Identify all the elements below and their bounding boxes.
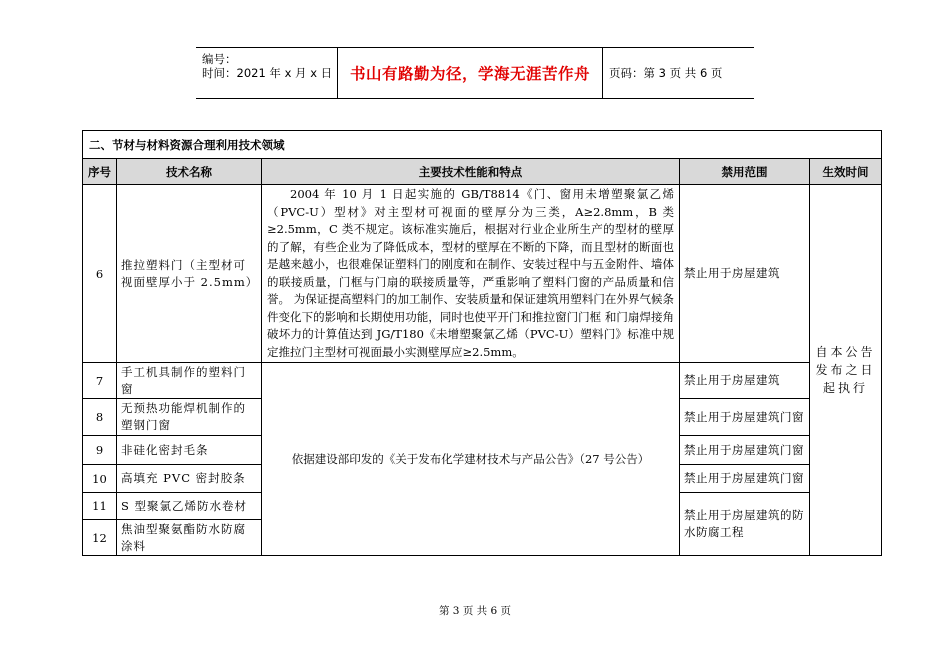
time-text: 时间：2021 年 x 月 x 日 — [202, 66, 333, 80]
row-number: 7 — [83, 363, 117, 399]
tech-name: 焦油型聚氨酯防水防腐涂料 — [117, 520, 262, 556]
header-slogan: 书山有路勤为径，学海无涯苦作舟 — [338, 48, 603, 98]
col-header-features: 主要技术性能和特点 — [262, 159, 680, 185]
ban-scope: 禁止用于房屋建筑门窗 — [680, 399, 810, 436]
header-page-code: 页码：第 3 页 共 6 页 — [609, 66, 723, 80]
col-header-name: 技术名称 — [117, 159, 262, 185]
row-number: 9 — [83, 436, 117, 465]
code-label: 编号： — [202, 52, 237, 66]
row-number: 11 — [83, 493, 117, 520]
tech-name: 非硅化密封毛条 — [117, 436, 262, 465]
ban-scope: 禁止用于房屋建筑门窗 — [680, 465, 810, 493]
col-header-no: 序号 — [83, 159, 117, 185]
tech-name: S 型聚氯乙烯防水卷材 — [117, 493, 262, 520]
ban-scope: 禁止用于房屋建筑 — [680, 363, 810, 399]
row-number: 10 — [83, 465, 117, 493]
shared-description: 依据建设部印发的《关于发布化学建材技术与产品公告》（27 号公告） — [262, 363, 680, 556]
tech-name: 手工机具制作的塑料门窗 — [117, 363, 262, 399]
ban-scope: 禁止用于房屋建筑门窗 — [680, 436, 810, 465]
row-number: 6 — [83, 185, 117, 363]
ban-scope: 禁止用于房屋建筑的防水防腐工程 — [680, 493, 810, 556]
tech-name: 推拉塑料门（主型材可视面壁厚小于 2.5mm） — [117, 185, 262, 363]
tech-name: 无预热功能焊机制作的塑钢门窗 — [117, 399, 262, 436]
tech-description: 2004 年 10 月 1 日起实施的 GB/T8814《门、窗用未增塑聚氯乙烯（PVC-U）型材》对主型材可视面的壁厚分为三类，A≥2.8mm，B 类≥2.5mm，C 类不规定。该标准实施后，根据对行业企业所生产的型材的壁厚的了解，有些企业为了降低成本，型材的壁厚在不断的下降，而且型材的断面也是越来越小，也很难保证塑料门的刚度和在制作、安装过程中与五金附件、墙体的联接质量，门框与门扇的联接质量等，严重影响了塑料门窗的产品质量和信誉。 为保证提高塑料门的加工制作、安装质量和保证建筑用塑料门在外界气候条件变化下的影响和长期使用功能，同时也使平开门和推拉窗门门框 和门扇焊接角破坏力的计算值达到 JG/T180《未增塑聚氯乙烯（PVC-U）塑料门》标准中规定推拉门主型材可视面最小实测壁厚应≥2.5mm。 — [262, 185, 680, 363]
table-row — [83, 185, 882, 363]
page-footer: 第 3 页 共 6 页 — [438, 605, 512, 617]
ban-scope: 禁止用于房屋建筑 — [680, 185, 810, 363]
technology-table — [82, 130, 882, 556]
tech-name: 高填充 PVC 密封胶条 — [117, 465, 262, 493]
col-header-ban-scope: 禁用范围 — [680, 159, 810, 185]
section-title: 二、节材与材料资源合理利用技术领域 — [83, 131, 882, 159]
table-row — [83, 363, 882, 399]
document-header — [196, 47, 754, 99]
row-number: 8 — [83, 399, 117, 436]
table-header-row — [83, 159, 882, 185]
header-meta — [196, 48, 338, 98]
row-number: 12 — [83, 520, 117, 556]
effective-time: 自本公告发布之日起执行 — [810, 185, 882, 556]
col-header-effective: 生效时间 — [810, 159, 882, 185]
